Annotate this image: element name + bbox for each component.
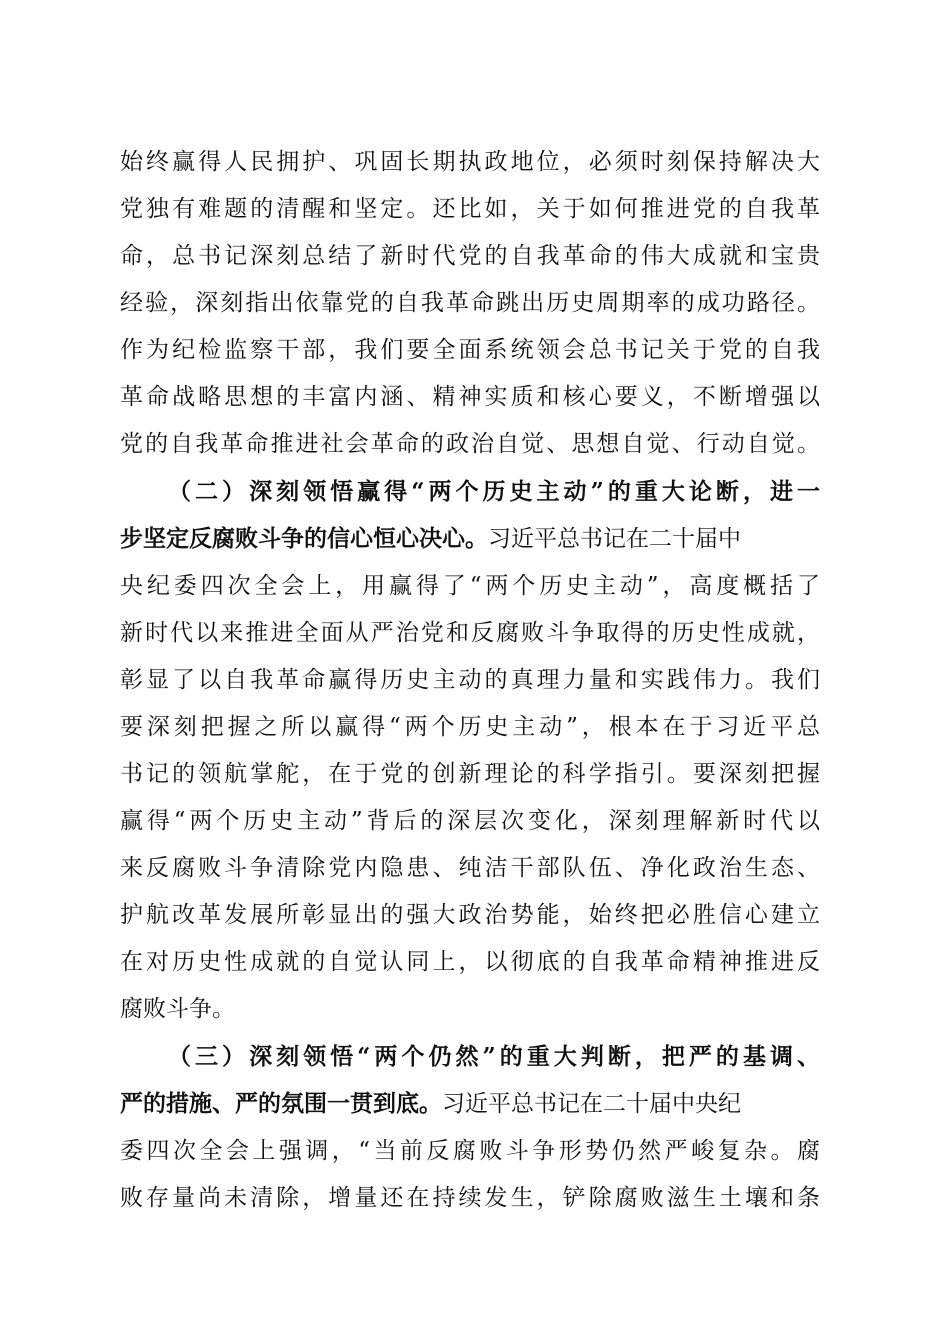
section-heading-2-cont: 步坚定反腐败斗争的信心恒心决心。 [120, 525, 488, 552]
text-line: 始终赢得人民拥护、巩固长期执政地位，必须时刻保持解决大 [120, 149, 820, 175]
text-line: 书记的领航掌舵，在于党的创新理论的科学指引。要深刻把握 [120, 761, 820, 787]
text-line: 来反腐败斗争清除党内隐患、纯洁干部队伍、净化政治生态、 [120, 855, 820, 881]
text-run: 习近平总书记在二十届中 [488, 526, 741, 552]
text-line: 央纪委四次全会上，用赢得了“两个历史主动”，高度概括了 [120, 573, 820, 599]
text-line: 委四次全会上强调，“当前反腐败斗争形势仍然严峻复杂。腐 [120, 1138, 820, 1164]
text-line: 革命战略思想的丰富内涵、精神实质和核心要义，不断增强以 [120, 384, 820, 410]
text-line: 作为纪检监察干部，我们要全面系统领会总书记关于党的自我 [120, 337, 820, 363]
section-heading-3-cont: 严的措施、严的氛围一贯到底。 [120, 1090, 442, 1117]
text-line: 经验，深刻指出依靠党的自我革命跳出历史周期率的成功路径。 [120, 290, 820, 316]
text-line-mixed [120, 517, 820, 561]
text-line: 要深刻把握之所以赢得“两个历史主动”，根本在于习近平总 [120, 714, 820, 740]
section-heading-2: （二）深刻领悟赢得“两个历史主动”的重大论断，进一 [168, 478, 820, 505]
text-line: 党独有难题的清醒和坚定。还比如，关于如何推进党的自我革 [120, 196, 820, 222]
text-line: 命，总书记深刻总结了新时代党的自我革命的伟大成就和宝贵 [120, 243, 820, 269]
text-line: 败存量尚未清除，增量还在持续发生，铲除腐败滋生土壤和条 [120, 1185, 820, 1211]
text-run: 习近平总书记在二十届中央纪 [442, 1091, 741, 1117]
text-line: 新时代以来推进全面从严治党和反腐败斗争取得的历史性成就， [120, 620, 820, 646]
text-line: 在对历史性成就的自觉认同上，以彻底的自我革命精神推进反 [120, 949, 820, 975]
text-line: 党的自我革命推进社会革命的政治自觉、思想自觉、行动自觉。 [120, 431, 820, 457]
text-line: 护航改革发展所彰显出的强大政治势能，始终把必胜信心建立 [120, 902, 820, 928]
text-line: 腐败斗争。 [120, 996, 235, 1022]
text-line: 赢得“两个历史主动”背后的深层次变化，深刻理解新时代以 [120, 808, 820, 834]
text-line: 彰显了以自我革命赢得历史主动的真理力量和实践伟力。我们 [120, 667, 820, 693]
text-line-mixed [120, 1082, 820, 1126]
section-heading-3: （三）深刻领悟“两个仍然”的重大判断，把严的基调、 [168, 1043, 820, 1070]
